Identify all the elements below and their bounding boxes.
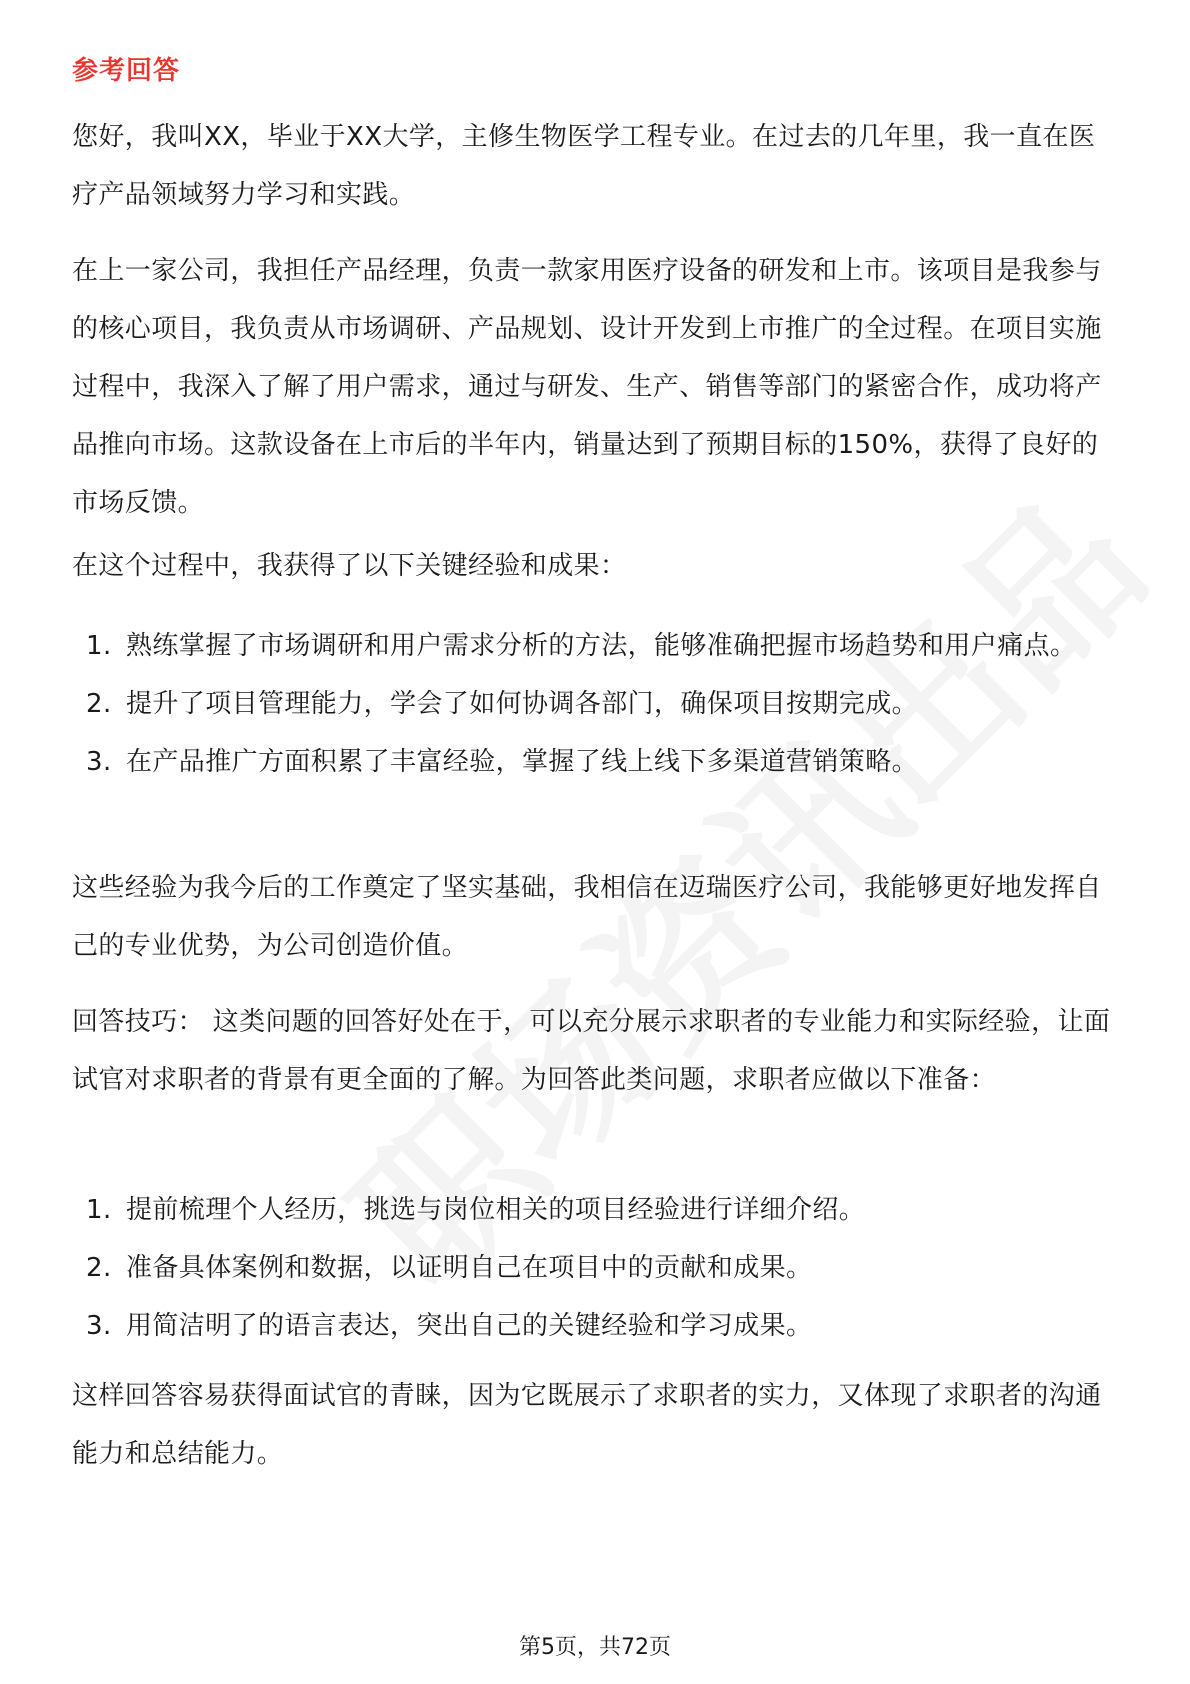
page-number: 第5页，共72页 [519, 1635, 671, 1660]
list-item-text: 熟练掌握了市场调研和用户需求分析的方法，能够准确把握市场趋势和用户痛点。 [126, 631, 1077, 661]
list-number: 1. [86, 631, 112, 661]
list-item-text: 提前梳理个人经历，挑选与岗位相关的项目经验进行详细介绍。 [126, 1195, 866, 1225]
list-item [72, 675, 1120, 733]
outcomes-intro-paragraph: 在这个过程中，我获得了以下关键经验和成果： [72, 551, 627, 581]
tips-paragraph: 回答技巧： 这类问题的回答好处在于，可以充分展示求职者的专业能力和实际经验，让面试官对求职者的背景有更全面的了解。为回答此类问题，求职者应做以下准备： [72, 1007, 1111, 1095]
closing-paragraph: 这样回答容易获得面试官的青睐，因为它既展示了求职者的实力，又体现了求职者的沟通能力和总结能力。 [72, 1381, 1102, 1469]
list-item-text: 提升了项目管理能力，学会了如何协调各部门，确保项目按期完成。 [126, 689, 919, 719]
list-number: 2. [86, 1253, 112, 1283]
list-number: 1. [86, 1195, 112, 1225]
list-number: 2. [86, 689, 112, 719]
foundation-paragraph: 这些经验为我今后的工作奠定了坚实基础，我相信在迈瑞医疗公司，我能够更好地发挥自己的专业优势，为公司创造价值。 [72, 873, 1102, 961]
list-item [72, 1297, 1120, 1355]
experience-paragraph: 在上一家公司，我担任产品经理，负责一款家用医疗设备的研发和上市。该项目是我参与的核心项目，我负责从市场调研、产品规划、设计开发到上市推广的全过程。在项目实施过程中，我深入了解了用户需求，通过与研发、生产、销售等部门的紧密合作，成功将产品推向市场。这款设备在上市后的半年内，销量达到了预期目标的150%，获得了良好的市场反馈。 [72, 256, 1102, 518]
list-item-text: 在产品推广方面积累了丰富经验，掌握了线上线下多渠道营销策略。 [126, 747, 919, 777]
intro-paragraph: 您好，我叫XX，毕业于XX大学，主修生物医学工程专业。在过去的几年里，我一直在医疗产品领域努力学习和实践。 [72, 122, 1096, 210]
section-heading: 参考回答 [72, 56, 181, 86]
list-number: 3. [86, 1311, 112, 1341]
list-item [72, 1181, 1120, 1239]
list-item-text: 准备具体案例和数据，以证明自己在项目中的贡献和成果。 [126, 1253, 813, 1283]
outcomes-list [72, 617, 1120, 791]
preparation-list [72, 1181, 1120, 1355]
list-item [72, 1239, 1120, 1297]
list-item [72, 617, 1120, 675]
list-item [72, 733, 1120, 791]
list-item-text: 用简洁明了的语言表达，突出自己的关键经验和学习成果。 [126, 1311, 813, 1341]
list-number: 3. [86, 747, 112, 777]
